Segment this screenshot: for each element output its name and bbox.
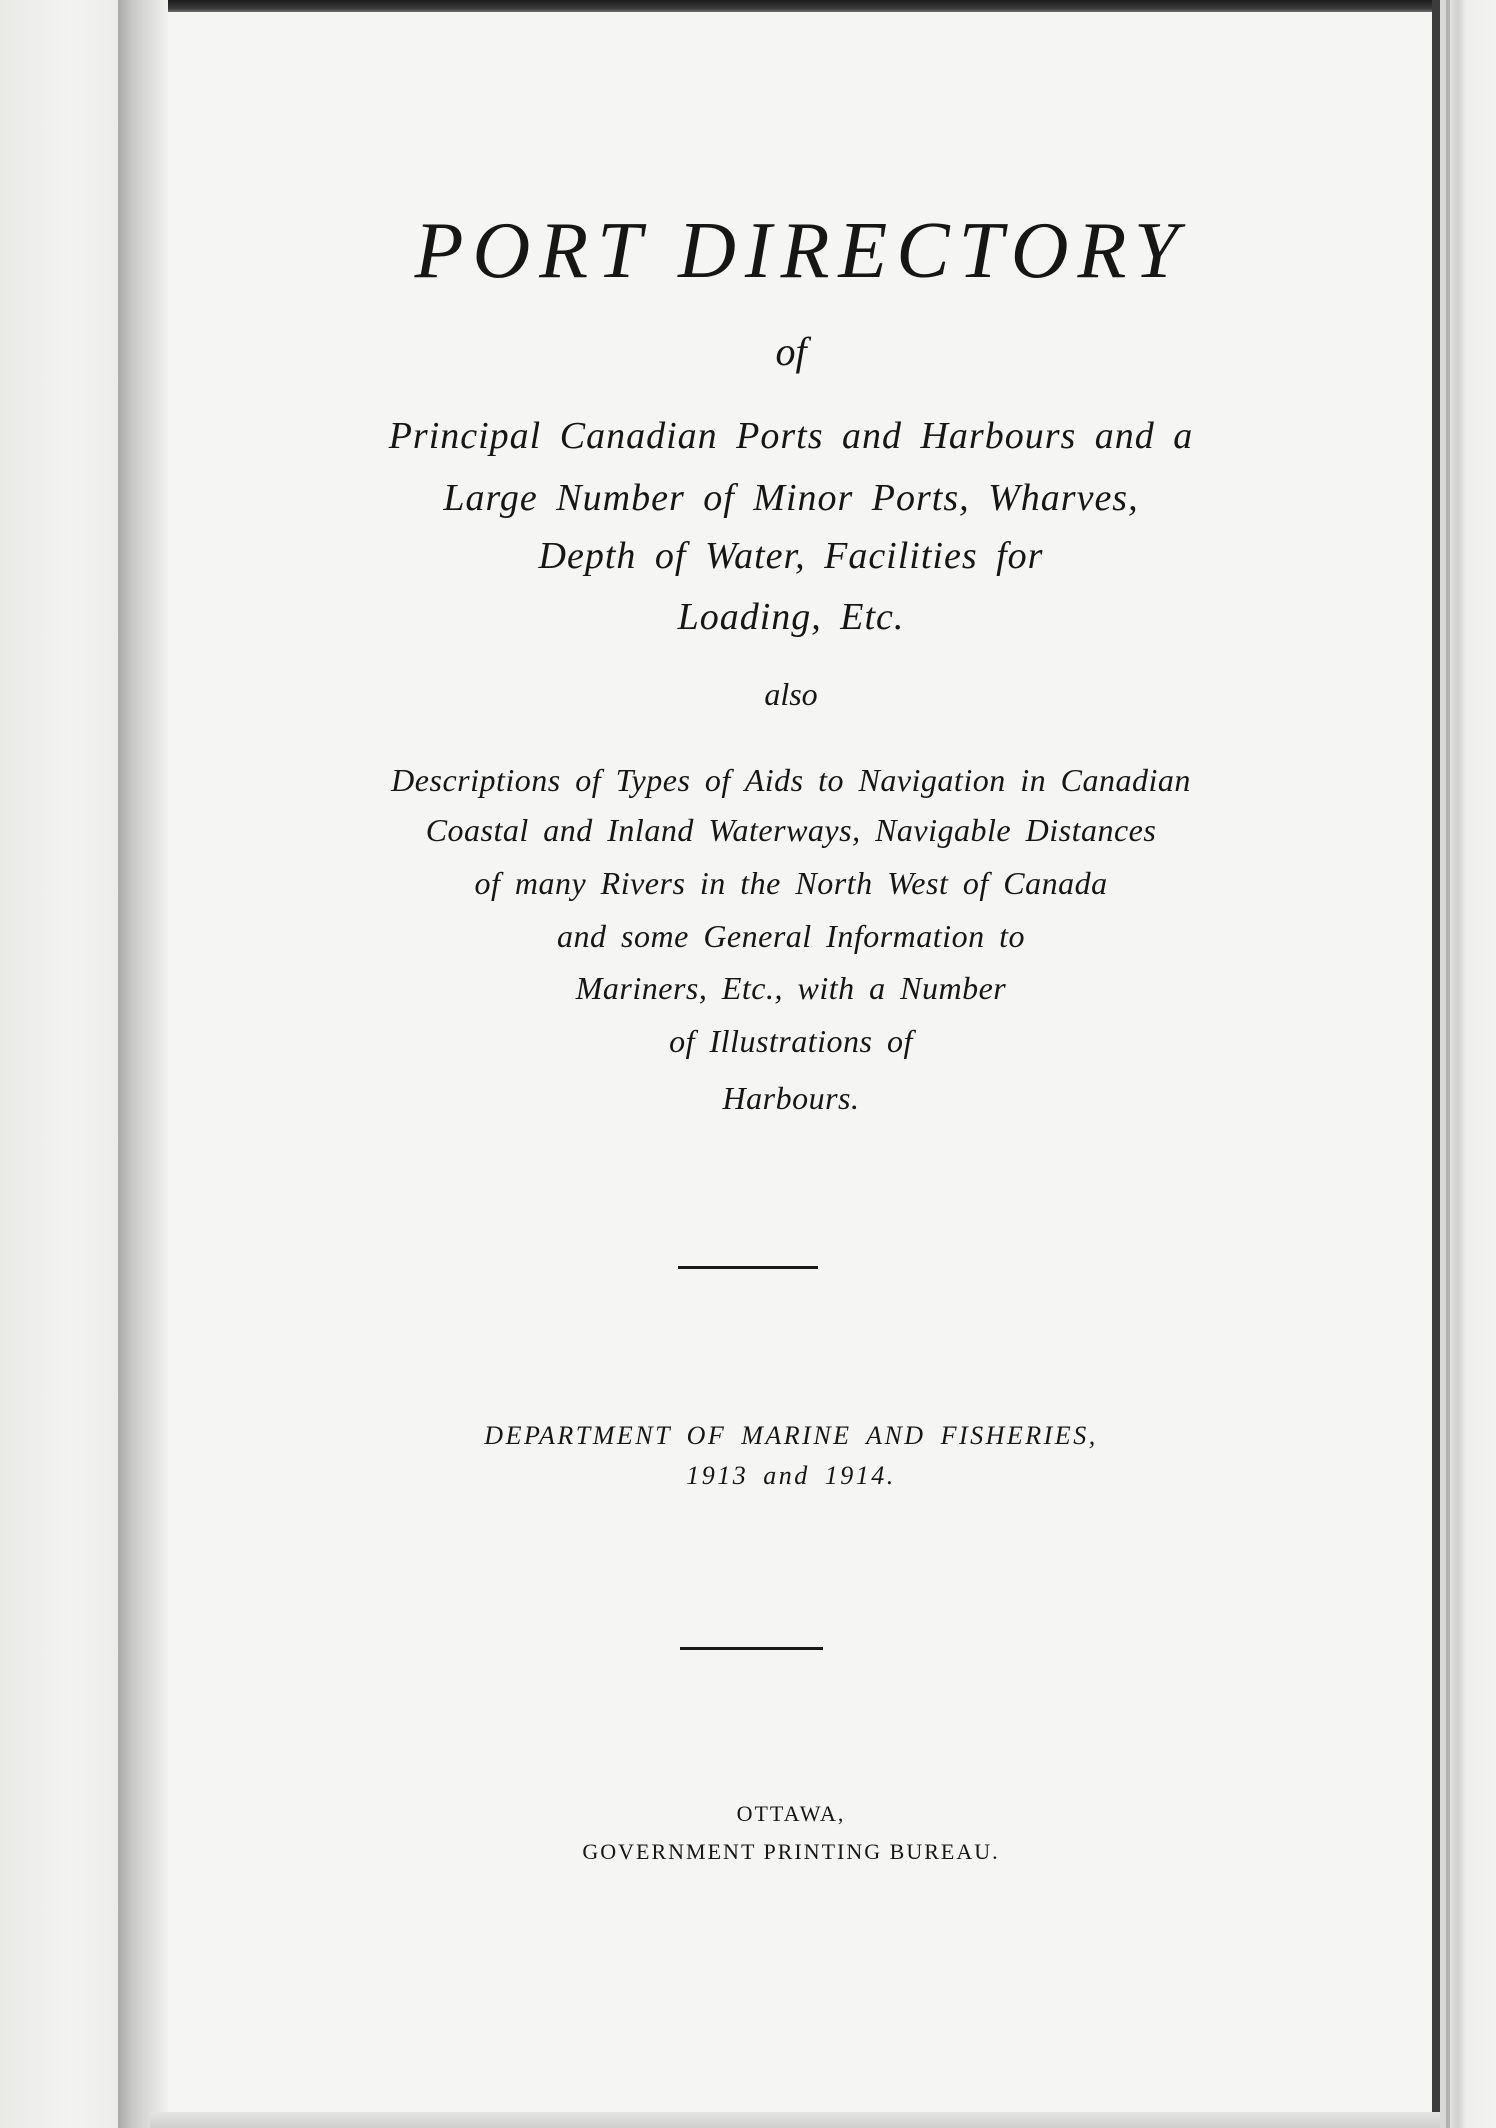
description-line-1: Descriptions of Types of Aids to Navigation in Canadian	[391, 762, 1191, 798]
subtitle-line-3: Depth of Water, Facilities for	[538, 535, 1044, 577]
book-right-edge	[1432, 0, 1496, 2128]
page-title: PORT DIRECTORY	[414, 207, 1188, 295]
description-line-2: Coastal and Inland Waterways, Navigable Distances	[425, 812, 1157, 848]
subtitle-line-2: Large Number of Minor Ports, Wharves,	[443, 477, 1139, 519]
description-line-5: Mariners, Etc., with a Number	[575, 970, 1007, 1006]
subtitle-line-4: Loading, Etc.	[677, 596, 905, 638]
imprint-city: OTTAWA,	[736, 1801, 846, 1826]
subtitle-line-1: Principal Canadian Ports and Harbours and a	[388, 415, 1194, 457]
description-line-6: of Illustrations of	[669, 1023, 913, 1059]
description-line-4: and some General Information to	[557, 918, 1025, 954]
connector-of: of	[775, 329, 807, 374]
facing-page-edge	[0, 0, 118, 2128]
publication-years: 1913 and 1914.	[686, 1461, 896, 1490]
divider-rule	[678, 1266, 818, 1269]
description-line-3: of many Rivers in the North West of Canada	[474, 865, 1108, 901]
connector-also: also	[764, 676, 818, 712]
description-line-7: Harbours.	[722, 1080, 860, 1116]
imprint-printer: GOVERNMENT PRINTING BUREAU.	[582, 1839, 1000, 1864]
department-name: DEPARTMENT OF MARINE AND FISHERIES,	[484, 1421, 1098, 1450]
book-bottom-edge	[150, 2112, 1440, 2128]
divider-rule	[680, 1647, 823, 1650]
